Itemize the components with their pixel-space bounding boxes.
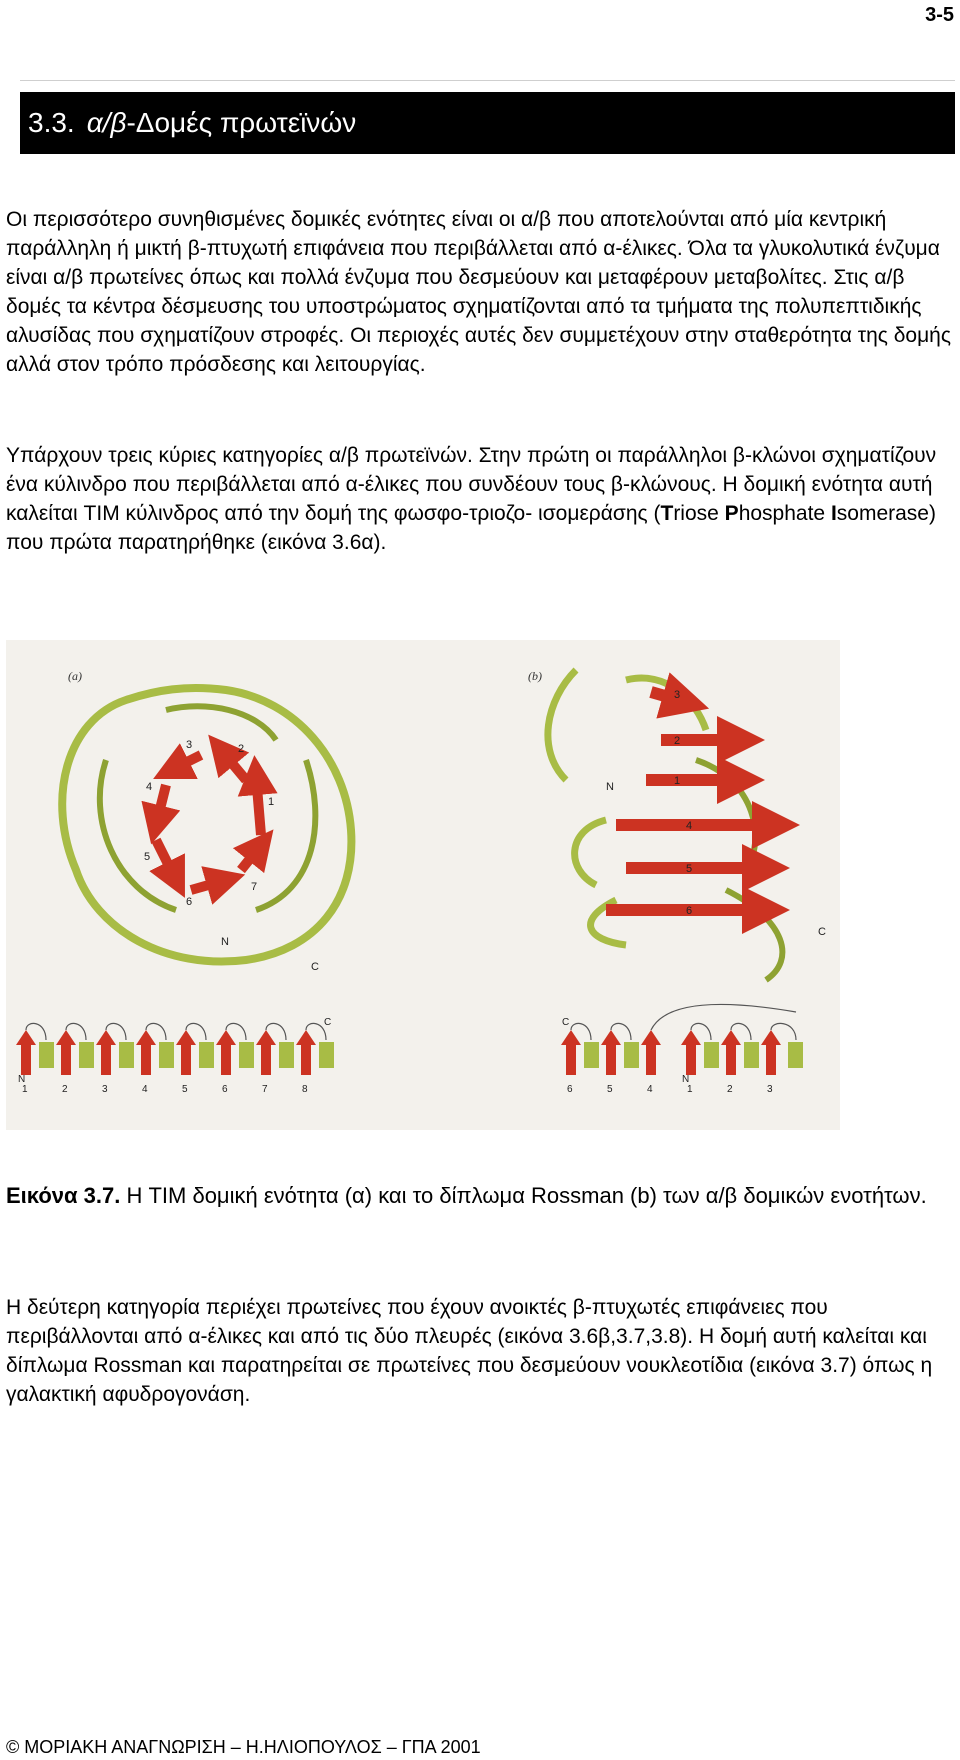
a-num-5: 5	[144, 851, 151, 863]
topo-b-terminus-c: C	[562, 1017, 570, 1028]
a-terminus-n: N	[221, 936, 229, 948]
topo-a-helix-7	[279, 1042, 294, 1068]
paragraph-intro: Οι περισσότερο συνηθισμένες δομικές ενότητες είναι οι α/β που αποτελούνται από μία κεντρική παράλληλη ή μικτή β-πτυχωτή επιφάνεια που περιβάλλεται από α-έλικες. Όλα τα γλυκολυτικά ένζυμα είναι α/β πρωτείνες όπως και πολλά ένζυμα που δεσμεύουν και μεταφέρουν μεταβολίτες. Στις α/β δομές τα κέντρα δέσμευσης του υποστρώματος σχηματίζονται από τα τμήματα της πολυπεπτιδικής αλυσίδας που σχηματίζουν στροφές. Οι περιοχές αυτές δεν συμμετέχουν στην σταθερότητα της δομής αλλά στον τρόπο πρόσδεσης και λειτουργίας.	[6, 208, 951, 376]
a-terminus-c: C	[311, 961, 319, 973]
panel-b-label: (b)	[528, 669, 542, 683]
page-number: 3-5	[925, 4, 954, 26]
b-terminus-n: N	[606, 781, 614, 793]
topo-a-helix-1	[39, 1042, 54, 1068]
topo-b-num-2: 2	[727, 1084, 733, 1095]
topo-b-helix-3	[704, 1042, 719, 1068]
p2-p-rest: hosphate	[738, 502, 831, 525]
topo-a-terminus-c: C	[324, 1017, 332, 1028]
b-num-2: 2	[674, 735, 681, 747]
p2-bold-p: P	[724, 502, 739, 525]
section-heading	[20, 92, 955, 154]
topo-a-helix-6	[239, 1042, 254, 1068]
topo-a-num-4: 4	[142, 1084, 148, 1095]
topo-b-helix-5	[788, 1042, 803, 1068]
protein-structure-figure	[6, 640, 840, 1130]
b-num-4: 4	[686, 820, 693, 832]
b-num-6: 6	[686, 905, 693, 917]
a-num-4: 4	[146, 781, 153, 793]
paragraph-rossmann: Η δεύτερη κατηγορία περιέχει πρωτείνες που έχουν ανοικτές β-πτυχωτές επιφάνειες που περιβάλλονται από α-έλικες και από τις δύο πλευρές (εικόνα 3.6β,3.7,3.8). Η δομή αυτή καλείται και δίπλωμα Rossman και παρατηρείται σε πρωτείνες που δεσμεύουν νουκλεοτίδια (εικόνα 3.7) όπως η γαλακτική αφυδρογονάση.	[6, 1296, 933, 1406]
figure-caption	[6, 1181, 956, 1211]
topo-b-helix-4	[744, 1042, 759, 1068]
section-title-italic: α/β	[86, 107, 127, 138]
caption-label: Εικόνα 3.7.	[6, 1183, 121, 1208]
section-title: -Δομές πρωτεϊνών	[126, 107, 357, 138]
topo-a-num-8: 8	[302, 1084, 308, 1095]
a-num-7: 7	[251, 881, 258, 893]
topo-b-num-6: 6	[567, 1084, 573, 1095]
a-num-3: 3	[186, 739, 193, 751]
topo-b-helix-1	[584, 1042, 599, 1068]
topo-a-num-3: 3	[102, 1084, 108, 1095]
topo-a-num-5: 5	[182, 1084, 188, 1095]
b-num-5: 5	[686, 863, 693, 875]
caption-text: Η TIM δομική ενότητα (α) και το δίπλωμα Rossman (b) των α/β δομικών ενοτήτων.	[120, 1183, 927, 1208]
b-num-1: 1	[674, 775, 681, 787]
top-divider	[20, 80, 955, 81]
topo-a-helix-5	[199, 1042, 214, 1068]
p2-text: Υπάρχουν τρεις κύριες κατηγορίες α/β πρωτεϊνών. Στην πρώτη οι παράλληλοι β-κλώνοι σχηματίζουν ένα κύλινδρο που περιβάλλεται από α-έλικες που συνδέουν τους β-κλώνους. Η δομική ενότητα αυτή καλείται TIM κύλινδρος από την δομή της φωσφο-τριοζο- ισομεράσης (	[6, 444, 937, 525]
topo-b-terminus-n: N	[682, 1074, 690, 1085]
topo-a-num-1: 1	[22, 1084, 28, 1095]
b-terminus-c: C	[818, 926, 826, 938]
section-number: 3.3.	[28, 107, 75, 138]
a-num-2: 2	[238, 743, 245, 755]
topo-a-helix-4	[159, 1042, 174, 1068]
a-num-1: 1	[268, 796, 275, 808]
b-num-3: 3	[674, 689, 681, 701]
topo-b-num-4: 4	[647, 1084, 653, 1095]
topo-b-num-1: 1	[687, 1084, 693, 1095]
strand-a1	[256, 775, 261, 835]
p2-bold-i: I	[830, 502, 837, 525]
footer: © ΜΟΡΙΑΚΗ ΑΝΑΓΝΩΡΙΣΗ – Η.ΗΛΙΟΠΟΥΛΟΣ – ΓΠΑ 2001	[6, 1737, 481, 1757]
p2-t-rest: riose	[673, 502, 725, 525]
panel-a-label: (a)	[68, 669, 82, 683]
a-num-6: 6	[186, 896, 193, 908]
p2-bold-t: T	[660, 502, 674, 525]
topo-a-helix-8	[319, 1042, 334, 1068]
topo-b-num-3: 3	[767, 1084, 773, 1095]
topo-a-helix-3	[119, 1042, 134, 1068]
topo-a-num-6: 6	[222, 1084, 228, 1095]
topo-b-helix-2	[624, 1042, 639, 1068]
topo-a-num-2: 2	[62, 1084, 68, 1095]
topo-a-terminus-n: N	[18, 1074, 26, 1085]
paragraph-tim-barrel	[6, 441, 956, 557]
topo-a-helix-2	[79, 1042, 94, 1068]
topo-b-num-5: 5	[607, 1084, 613, 1095]
p2-i-rest: somerase) που πρώτα παρατηρήθηκε (εικόνα 3.6α).	[6, 502, 936, 554]
topo-a-num-7: 7	[262, 1084, 268, 1095]
